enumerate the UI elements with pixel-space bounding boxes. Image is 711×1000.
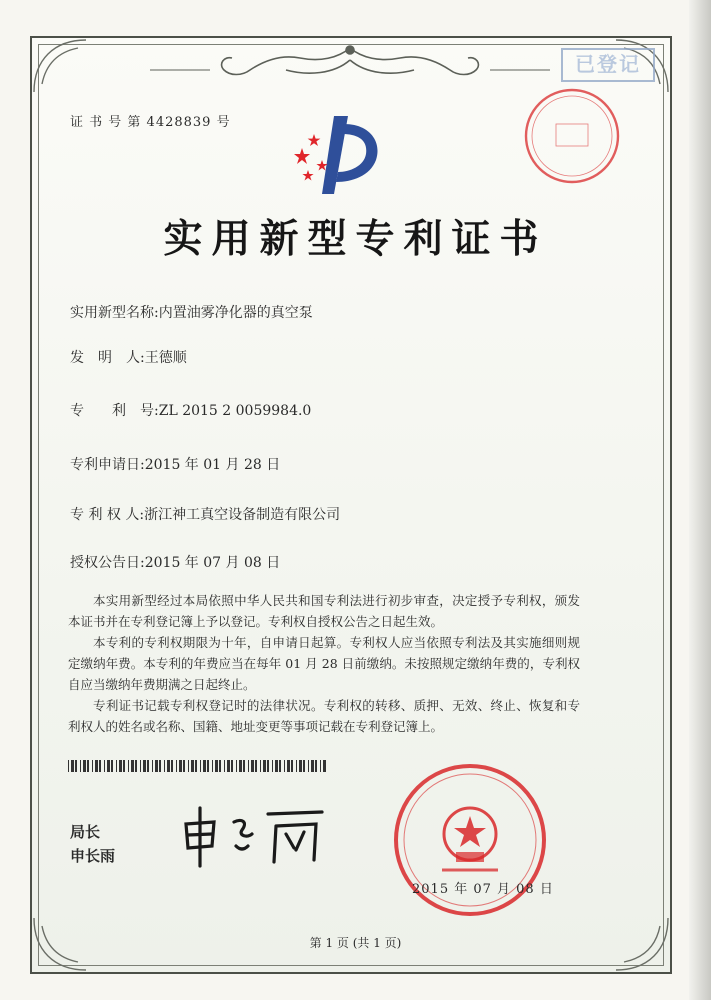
- barcode-bar: [255, 760, 257, 772]
- field-utility-model-name: 实用新型名称:内置油雾净化器的真空泵: [70, 305, 313, 321]
- field-application-date: 专利申请日:2015 年 01 月 28 日: [70, 457, 281, 473]
- barcode-bar: [152, 760, 153, 772]
- field-grant-date: 授权公告日:2015 年 07 月 08 日: [70, 555, 281, 571]
- barcode-bar: [251, 760, 254, 772]
- barcode-bar: [131, 760, 134, 772]
- tax-stamp-seal-icon: [522, 86, 622, 186]
- barcode-bar: [116, 760, 117, 772]
- barcode-bar: [135, 760, 137, 772]
- page-footer: 第 1 页 (共 1 页): [309, 936, 402, 950]
- barcode-bar: [303, 760, 305, 772]
- barcode-bar: [119, 760, 122, 772]
- barcode-bar: [203, 760, 206, 772]
- barcode-bar: [239, 760, 242, 772]
- barcode-bar: [231, 760, 233, 772]
- barcode-icon: [68, 760, 328, 772]
- barcode-bar: [95, 760, 98, 772]
- patent-office-logo-icon: [286, 112, 386, 204]
- barcode-bar: [323, 760, 326, 772]
- barcode-bar: [227, 760, 230, 772]
- certificate-number: [70, 111, 231, 130]
- barcode-bar: [92, 760, 93, 772]
- barcode-bar: [311, 760, 314, 772]
- barcode-bar: [224, 760, 225, 772]
- certificate-body: [68, 590, 580, 737]
- barcode-bar: [104, 760, 105, 772]
- barcode-bar: [75, 760, 77, 772]
- seal-date: 2015 年 07 月 08 日: [412, 882, 554, 897]
- barcode-bar: [167, 760, 170, 772]
- barcode-bar: [111, 760, 113, 772]
- field-patent-number: 专 利 号:ZL 2015 2 0059984.0: [70, 403, 312, 419]
- director-block: [70, 820, 115, 868]
- barcode-bar: [99, 760, 101, 772]
- barcode-bar: [191, 760, 194, 772]
- barcode-bar: [279, 760, 281, 772]
- barcode-bar: [71, 760, 74, 772]
- registered-mark: 已登记: [561, 48, 655, 82]
- barcode-bar: [140, 760, 141, 772]
- barcode-bar: [123, 760, 125, 772]
- certificate-title: 实用新型专利证书: [163, 216, 548, 262]
- certificate-number-label: 证 书 号 第: [70, 115, 142, 130]
- barcode-bar: [171, 760, 173, 772]
- certificate-number-suffix: 号: [216, 115, 231, 130]
- barcode-bar: [155, 760, 158, 772]
- barcode-bar: [107, 760, 110, 772]
- barcode-bar: [308, 760, 309, 772]
- body-paragraph: 本专利的专利权期限为十年，自申请日起算。专利权人应当依照专利法及其实施细则规定缴纳年费。本专利的年费应当在每年 01 月 28 日前缴纳。未按照规定缴纳年费的，专利权自应当缴纳年费期满之日起终止。: [68, 635, 580, 692]
- barcode-bar: [263, 760, 266, 772]
- barcode-bar: [159, 760, 161, 772]
- barcode-bar: [236, 760, 237, 772]
- barcode-bar: [200, 760, 201, 772]
- barcode-bar: [291, 760, 293, 772]
- barcode-bar: [267, 760, 269, 772]
- barcode-bar: [296, 760, 297, 772]
- barcode-bar: [284, 760, 285, 772]
- barcode-bar: [243, 760, 245, 772]
- barcode-bar: [176, 760, 177, 772]
- director-title: 局长: [70, 823, 101, 841]
- barcode-bar: [143, 760, 146, 772]
- page-edge-shadow: [689, 0, 711, 1000]
- barcode-bar: [83, 760, 86, 772]
- barcode-bar: [68, 760, 69, 772]
- barcode-bar: [215, 760, 218, 772]
- barcode-bar: [188, 760, 189, 772]
- barcode-bar: [80, 760, 81, 772]
- barcode-bar: [212, 760, 213, 772]
- top-ornament-icon: [150, 40, 550, 88]
- corner-ornament-icon: [30, 36, 90, 96]
- body-paragraph: 专利证书记载专利权登记时的法律状况。专利权的转移、质押、无效、终止、恢复和专利权人的姓名或名称、国籍、地址变更等事项记载在专利登记簿上。: [68, 698, 580, 734]
- barcode-bar: [219, 760, 221, 772]
- barcode-bar: [320, 760, 321, 772]
- director-name: 申长雨: [70, 847, 116, 865]
- barcode-bar: [128, 760, 129, 772]
- barcode-bar: [248, 760, 249, 772]
- barcode-bar: [147, 760, 149, 772]
- barcode-bar: [207, 760, 209, 772]
- barcode-bar: [183, 760, 185, 772]
- barcode-bar: [315, 760, 317, 772]
- barcode-bar: [195, 760, 197, 772]
- barcode-bar: [272, 760, 273, 772]
- barcode-bar: [87, 760, 89, 772]
- field-inventor: 发 明 人:王德顺: [70, 350, 187, 366]
- barcode-bar: [299, 760, 302, 772]
- barcode-bar: [260, 760, 261, 772]
- barcode-bar: [179, 760, 182, 772]
- certificate-number-value: 4428839: [146, 115, 212, 130]
- barcode-bar: [275, 760, 278, 772]
- barcode-bar: [287, 760, 290, 772]
- signature-icon: [178, 800, 328, 870]
- body-paragraph: 本实用新型经过本局依照中华人民共和国专利法进行初步审查，决定授予专利权，颁发本证书并在专利登记簿上予以登记。专利权自授权公告之日起生效。: [68, 593, 580, 629]
- barcode-bar: [164, 760, 165, 772]
- field-patentee: 专 利 权 人:浙江神工真空设备制造有限公司: [70, 507, 341, 523]
